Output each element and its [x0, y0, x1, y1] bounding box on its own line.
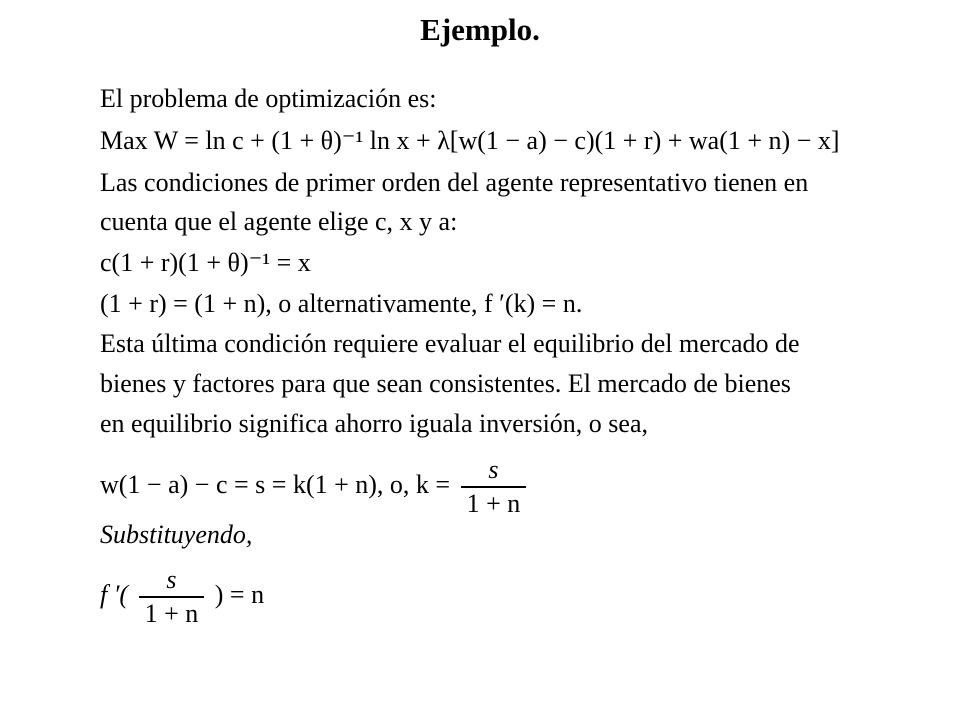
interest-growth-equation: (1 + r) = (1 + n), o alternativamente, f ′(k) = n. [100, 289, 583, 318]
final-equation-rhs: ) = n [214, 580, 265, 609]
final-equation [100, 560, 264, 630]
savings-equation [100, 450, 530, 520]
foc-text-line-2: cuenta que el agente elige c, x y a: [100, 207, 458, 236]
savings-fraction-numerator: s [488, 455, 499, 485]
consumption-equation: c(1 + r)(1 + θ)⁻¹ = x [100, 248, 311, 277]
savings-fraction-denominator: 1 + n [461, 486, 527, 520]
final-equation-lhs: f ′( [100, 580, 129, 609]
intro-text: El problema de optimización es: [100, 84, 437, 113]
text-last-line-3: en equilibrio significa ahorro iguala inversión, o sea, [100, 409, 649, 438]
savings-fraction [461, 454, 527, 520]
text-last-line-1: Esta última condición requiere evaluar el equilibrio del mercado de [100, 329, 800, 358]
text-last-line-2: bienes y factores para que sean consistentes. El mercado de bienes [100, 369, 791, 398]
final-fraction [139, 564, 205, 630]
final-fraction-numerator: s [166, 565, 177, 595]
final-fraction-denominator: 1 + n [139, 596, 205, 630]
objective-equation: Max W = ln c + (1 + θ)⁻¹ ln x + λ[w(1 − a) − c)(1 + r) + wa(1 + n) − x] [100, 126, 840, 155]
foc-text-line-1: Las condiciones de primer orden del agente representativo tienen en [100, 168, 809, 197]
slide-title: Ejemplo. [420, 12, 540, 47]
substituting-text: Substituyendo, [100, 520, 253, 549]
savings-equation-lhs: w(1 − a) − c = s = k(1 + n), o, k = [100, 470, 451, 499]
